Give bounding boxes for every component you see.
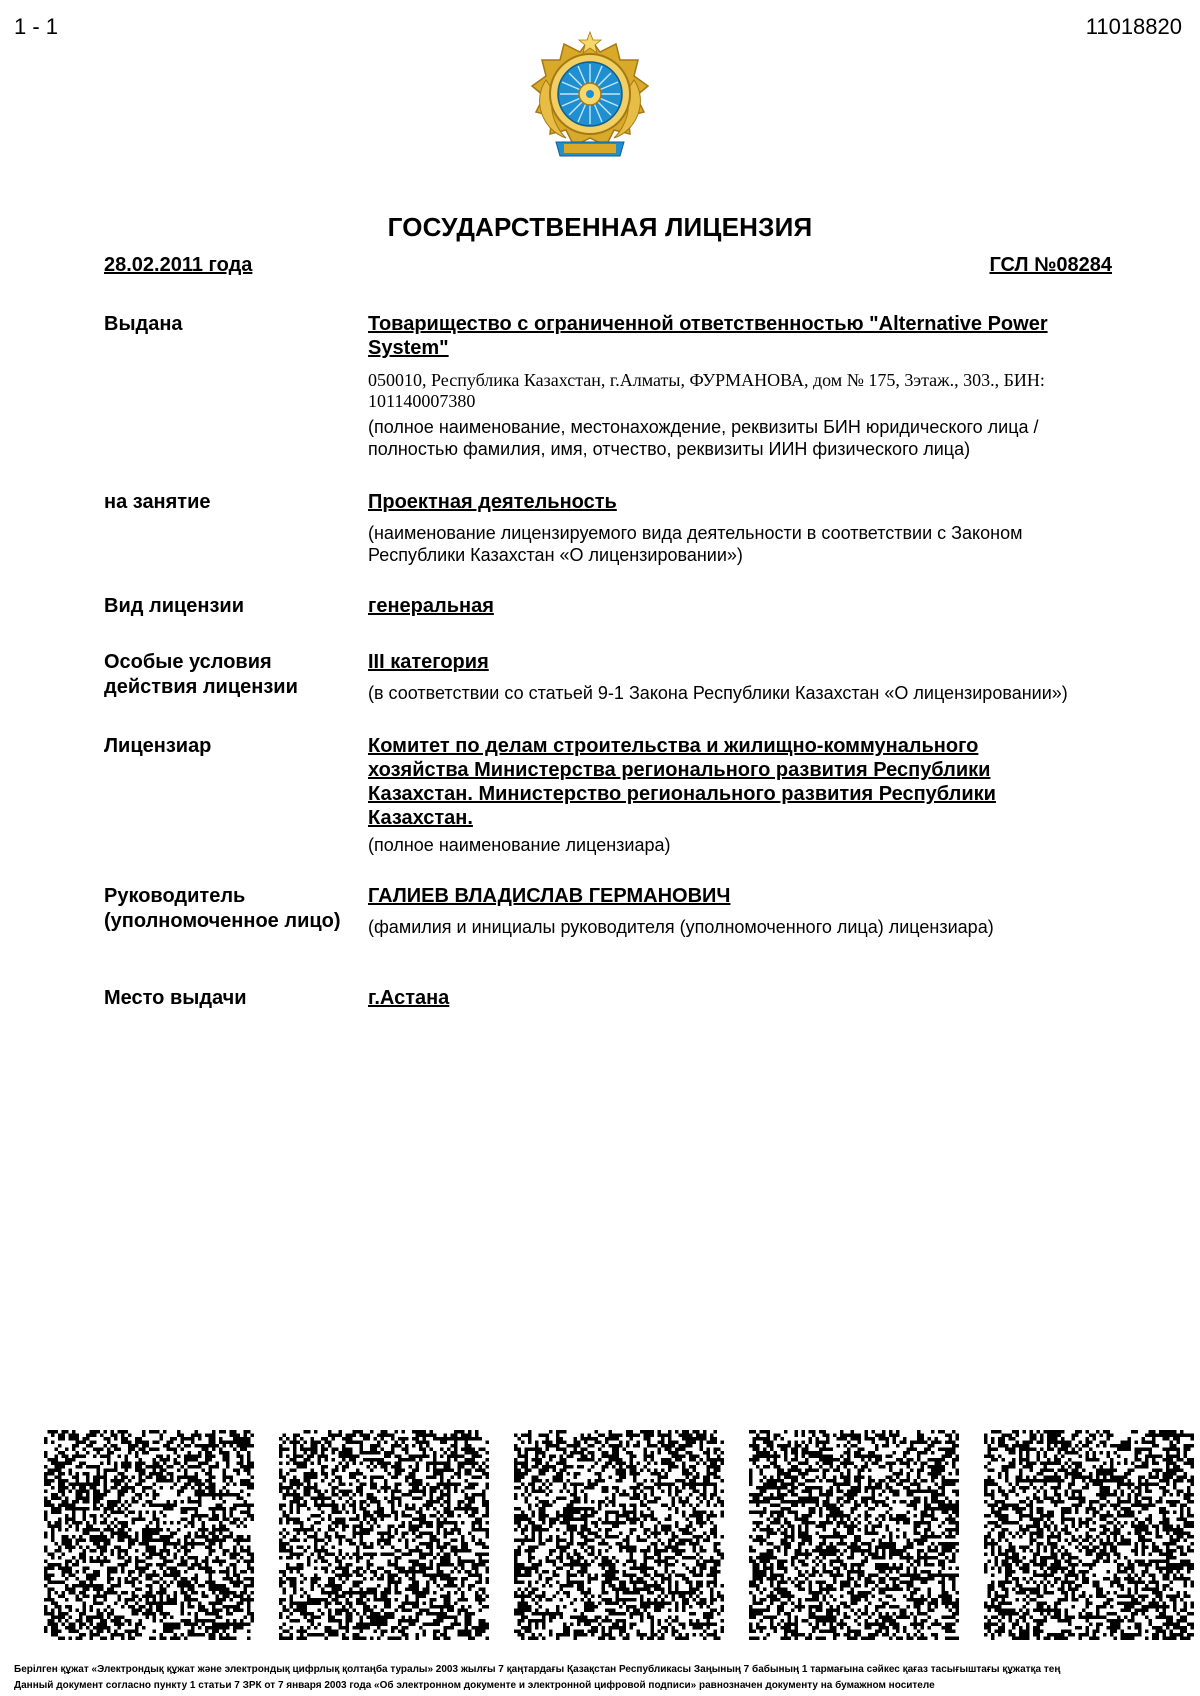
document-id: 11018820 xyxy=(1085,14,1182,39)
issue-date: 28.02.2011 года xyxy=(104,254,253,276)
head-label: Руководитель (уполномоченное лицо) xyxy=(104,885,341,932)
place-block xyxy=(368,986,1106,1010)
special-conditions-block xyxy=(368,650,1106,704)
issued-to-details: 050010, Республика Казахстан, г.Алматы, ФУРМАНОВА, дом № 175, 3этаж., 303., БИН: 101140007380 xyxy=(368,370,1045,411)
qr-code-5 xyxy=(984,1430,1194,1640)
activity-label: на занятие xyxy=(104,491,211,513)
place-label: Место выдачи xyxy=(104,987,247,1009)
footer-line-ru: Данный документ согласно пункту 1 статьи 7 ЗРК от 7 января 2003 года «Об электронном документе и электронной цифровой подписи» равнозначен документу на бумажном носителе xyxy=(14,1680,935,1691)
footer-line-kz: Берілген құжат «Электрондық құжат және электрондық цифрлық қолтаңба туралы» 2003 жылғы 7 қаңтардағы Қазақстан Республикасы Заңының 7 бабының 1 тармағына сәйкес қағаз тасығыштағы құжатқа тең xyxy=(14,1664,1061,1675)
issued-to-block xyxy=(368,312,1106,460)
qr-code-4 xyxy=(749,1430,959,1640)
kazakhstan-state-emblem xyxy=(526,30,654,165)
qr-code-row xyxy=(44,1430,1184,1640)
qr-code-1 xyxy=(44,1430,254,1640)
license-type-value: генеральная xyxy=(368,595,494,617)
page-number: 1 - 1 xyxy=(14,14,59,39)
issued-to-note: (полное наименование, местонахождение, реквизиты БИН юридического лица / полностью фамилия, имя, отчество, реквизиты ИИН физического лица) xyxy=(368,417,1039,459)
issued-to-value: Товарищество с ограниченной ответственностью "Alternative Power System" xyxy=(368,313,1048,359)
special-conditions-note: (в соответствии со статьей 9-1 Закона Республики Казахстан «О лицензировании») xyxy=(368,683,1068,703)
place-value: г.Астана xyxy=(368,987,450,1009)
licensor-block xyxy=(368,734,1068,856)
license-type-label: Вид лицензии xyxy=(104,595,245,617)
activity-block xyxy=(368,490,1106,566)
special-conditions-label: Особые условия действия лицензии xyxy=(104,651,298,698)
licensor-note: (полное наименование лицензиара) xyxy=(368,835,671,855)
head-note: (фамилия и инициалы руководителя (уполномоченного лица) лицензиара) xyxy=(368,917,994,937)
head-value: ГАЛИЕВ ВЛАДИСЛАВ ГЕРМАНОВИЧ xyxy=(368,885,731,907)
footer-legal-notice xyxy=(14,1662,1060,1694)
licensor-value: Комитет по делам строительства и жилищно-коммунального хозяйства Министерства регионального развития Республики Казахстан. Министерство регионального развития Республики Казахстан. xyxy=(368,735,996,829)
qr-code-3 xyxy=(514,1430,724,1640)
document-title: ГОСУДАРСТВЕННАЯ ЛИЦЕНЗИЯ xyxy=(387,212,813,242)
license-number: ГСЛ №08284 xyxy=(989,254,1112,276)
licensor-label: Лицензиар xyxy=(104,735,212,757)
qr-code-2 xyxy=(279,1430,489,1640)
activity-value: Проектная деятельность xyxy=(368,491,617,513)
activity-note: (наименование лицензируемого вида деятельности в соответствии с Законом Республики Казахстан «О лицензировании») xyxy=(368,523,1023,565)
special-conditions-value: III категория xyxy=(368,651,489,673)
issued-to-label: Выдана xyxy=(104,313,183,335)
head-block xyxy=(368,884,1106,938)
license-type-block xyxy=(368,594,1106,618)
